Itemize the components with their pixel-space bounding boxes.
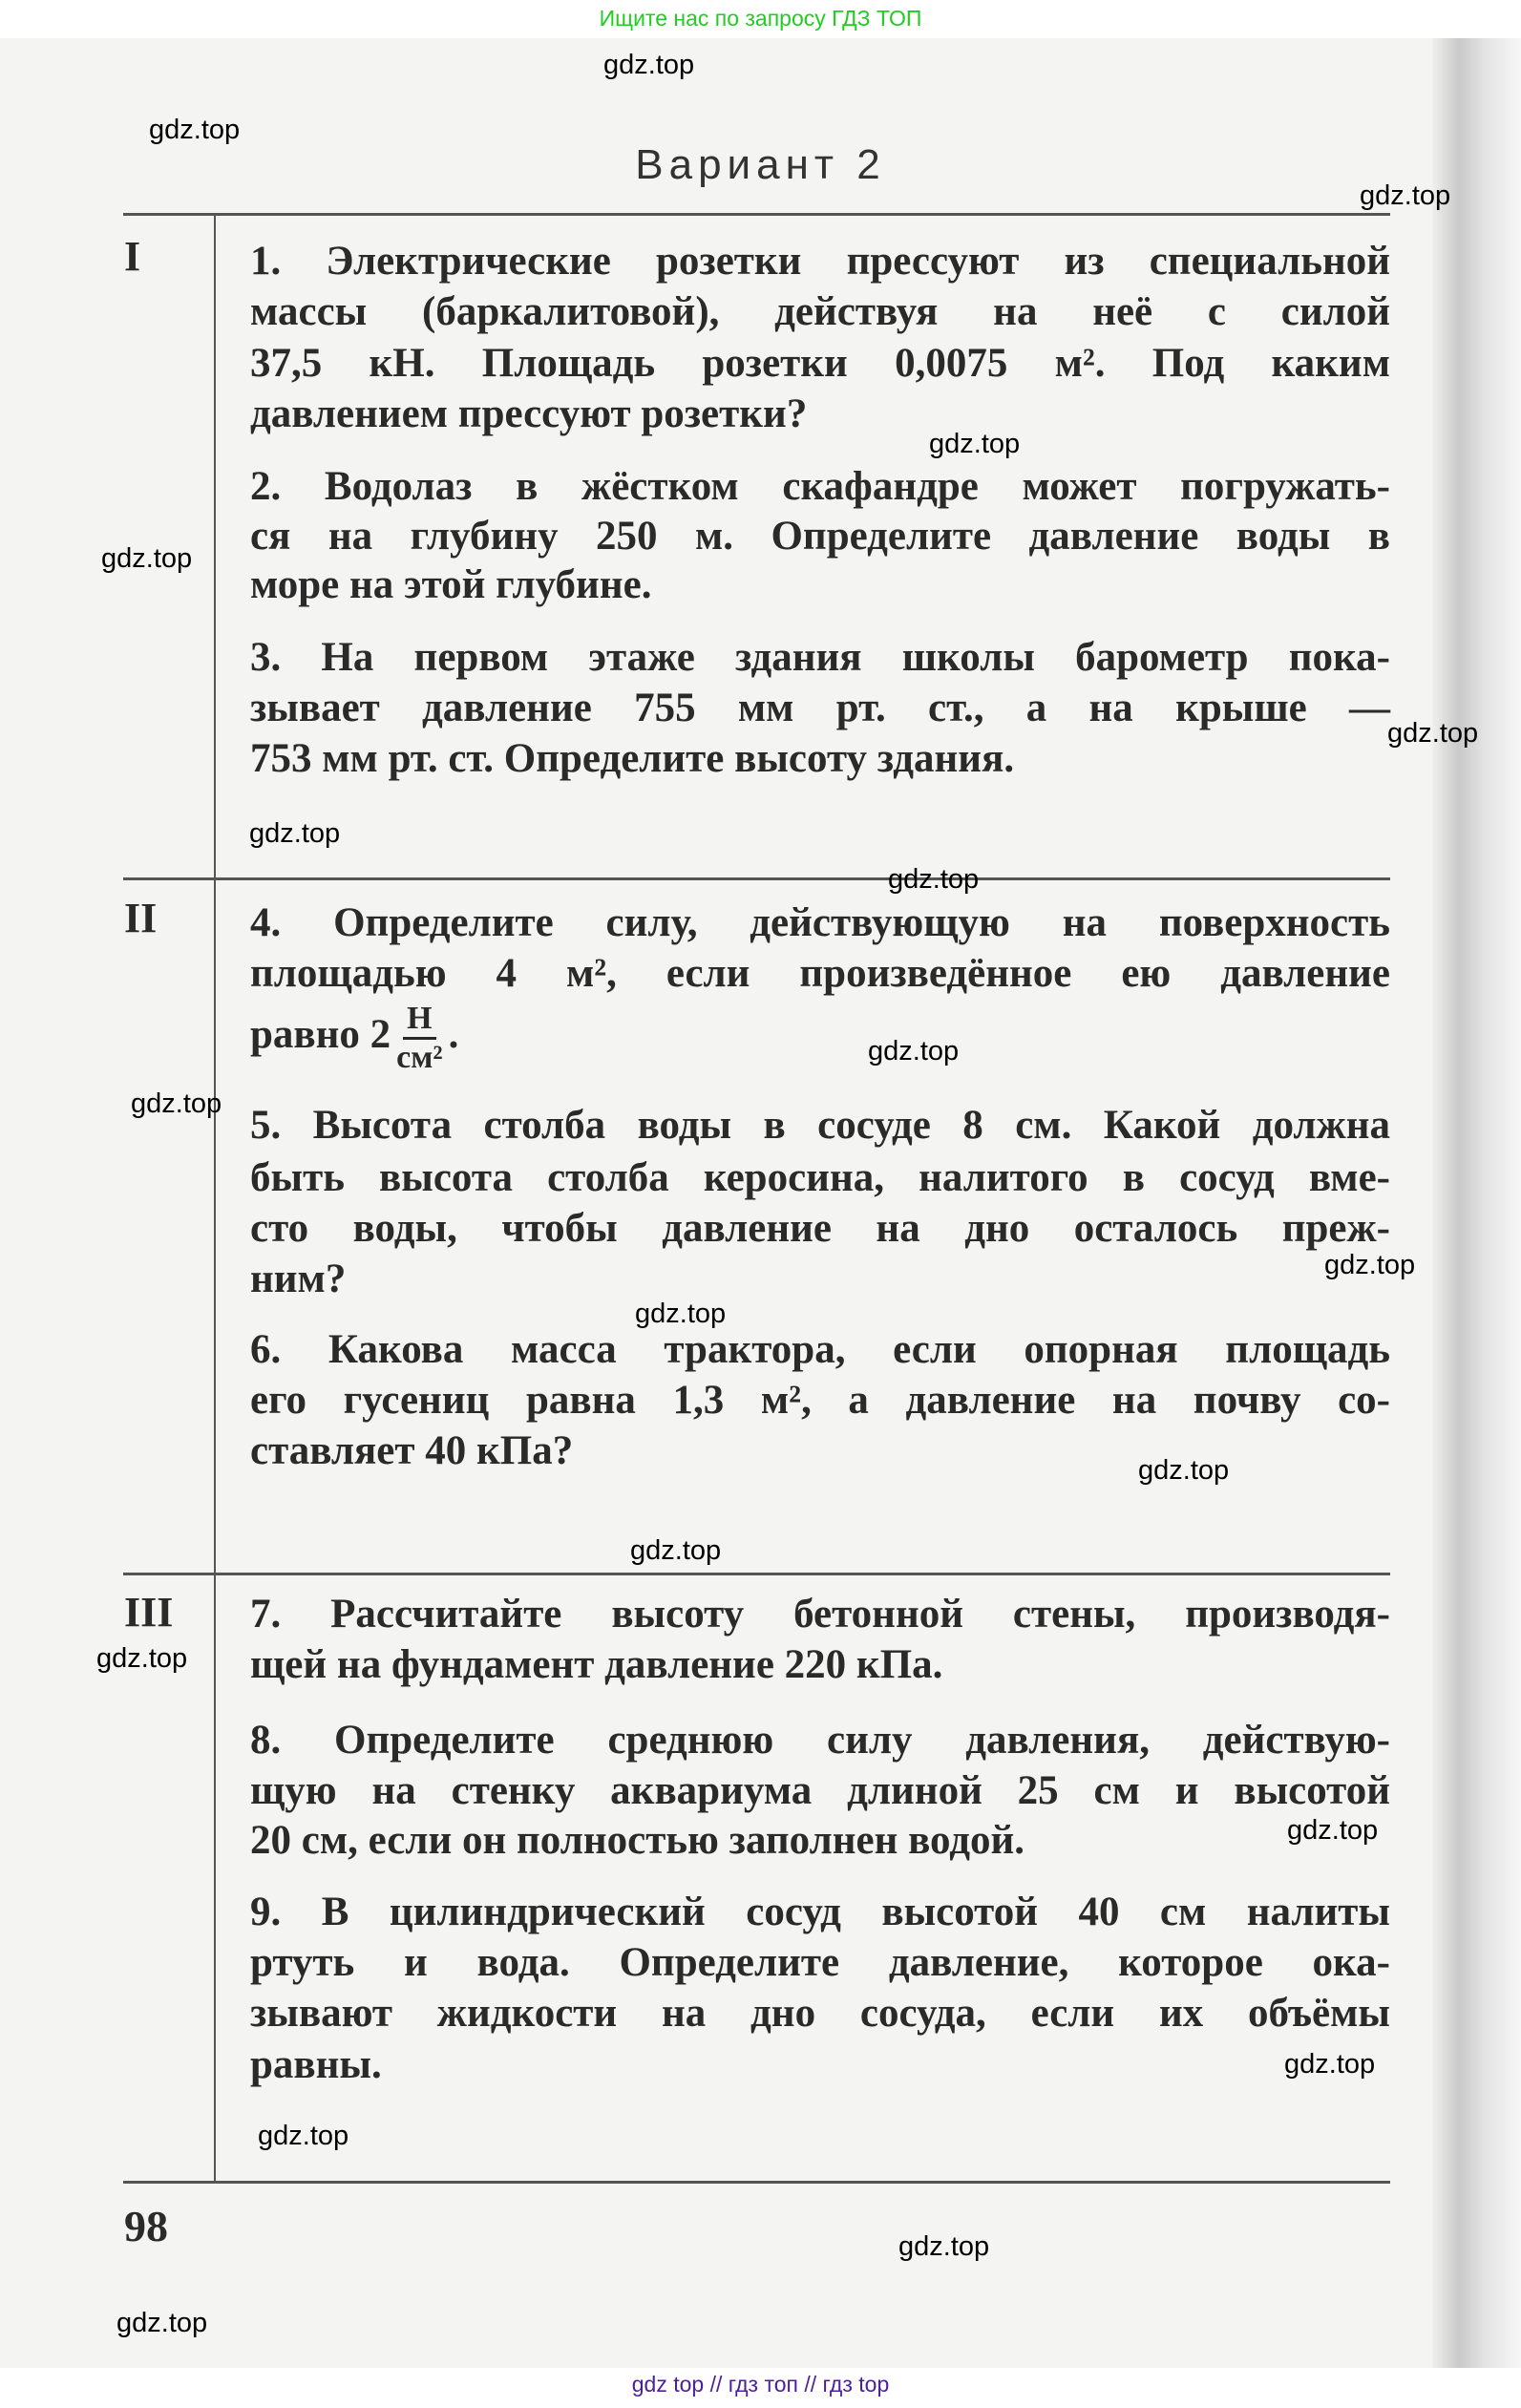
problem-line: ртуть и вода. Определите давление, которое ока- (250, 1940, 1390, 1985)
watermark: gdz.top (635, 1299, 727, 1329)
problem-line: 9. В цилиндрический сосуд высотой 40 см налиты (250, 1890, 1390, 1934)
table-top-rule (123, 213, 1390, 216)
problem-line: площадью 4 м², если произведённое ею давление (250, 951, 1390, 996)
problem-line: 6. Какова масса трактора, если опорная площадь (250, 1327, 1390, 1372)
problem-line: ся на глубину 250 м. Определите давление воды в (250, 514, 1390, 559)
problem-line: 37,5 кН. Площадь розетки 0,0075 м². Под каким (250, 341, 1390, 386)
problem-line: давлением прессуют розетки? (250, 391, 808, 436)
header-note: Ищите нас по запросу ГДЗ ТОП (599, 6, 922, 31)
problem-line-with-fraction (250, 995, 1390, 1075)
problem-line: 4. Определите силу, действующую на поверхность (250, 900, 1390, 945)
watermark: gdz.top (258, 2121, 349, 2151)
watermark: gdz.top (888, 864, 980, 895)
watermark: gdz.top (149, 115, 241, 145)
problem-line: 3. На первом этаже здания школы барометр пока- (250, 635, 1390, 680)
problem-line: зывают жидкости на дно сосуда, если их объёмы (250, 1991, 1390, 2036)
watermark: gdz.top (898, 2231, 990, 2262)
watermark: gdz.top (131, 1088, 222, 1119)
problem-line: 7. Рассчитайте высоту бетонной стены, производя- (250, 1592, 1390, 1637)
level-label: I (124, 233, 141, 280)
watermark: gdz.top (603, 50, 695, 80)
problem-line: 753 мм рт. ст. Определите высоту здания. (250, 736, 1015, 781)
level-label: II (124, 895, 158, 941)
watermark: gdz.top (116, 2308, 208, 2338)
problem-line: зывает давление 755 мм рт. ст., а на крыше — (250, 686, 1390, 730)
section-divider (123, 1573, 1390, 1575)
problem-text: . (448, 1012, 459, 1057)
watermark: gdz.top (1387, 718, 1479, 749)
problem-line: щую на стенку аквариума длиной 25 см и высотой (250, 1768, 1390, 1813)
problem-line: щей на фундамент давление 220 кПа. (250, 1642, 943, 1687)
watermark: gdz.top (1138, 1455, 1230, 1486)
footer-note: gdz top // гдз топ // гдз top (631, 2372, 890, 2397)
table-bottom-rule (123, 2181, 1390, 2184)
page-title: Вариант 2 (635, 141, 886, 188)
watermark: gdz.top (630, 1535, 722, 1566)
watermark: gdz.top (868, 1036, 960, 1067)
problem-line: 1. Электрические розетки прессуют из специальной (250, 239, 1390, 284)
watermark: gdz.top (929, 429, 1021, 459)
problem-line: его гусениц равна 1,3 м², а давление на почву со- (250, 1378, 1390, 1423)
table-column-divider (214, 214, 216, 2183)
problem-line: массы (баркалитовой), действуя на неё с силой (250, 289, 1390, 334)
problem-line: ним? (250, 1257, 347, 1301)
page-number: 98 (124, 2202, 168, 2250)
problem-line: 8. Определите среднюю силу давления, действую- (250, 1718, 1390, 1763)
problem-line: 20 см, если он полностью заполнен водой. (250, 1818, 1025, 1863)
page-spine-shadow (1432, 38, 1521, 2368)
problem-line: равны. (250, 2042, 382, 2087)
fraction (396, 1001, 442, 1076)
watermark: gdz.top (1284, 2049, 1376, 2080)
watermark: gdz.top (101, 543, 193, 574)
problem-line: сто воды, чтобы давление на дно осталось преж- (250, 1206, 1390, 1251)
problem-text: равно 2 (250, 1012, 391, 1057)
problem-line: 2. Водолаз в жёстком скафандре может погружать- (250, 464, 1390, 509)
watermark: gdz.top (249, 818, 341, 849)
problem-line: 5. Высота столба воды в сосуде 8 см. Какой должна (250, 1103, 1390, 1148)
problem-line: море на этой глубине. (250, 562, 652, 607)
watermark: gdz.top (96, 1643, 188, 1674)
watermark: gdz.top (1360, 180, 1451, 211)
fraction-numerator: Н (403, 1001, 435, 1040)
problem-line: ставляет 40 кПа? (250, 1428, 574, 1473)
watermark: gdz.top (1324, 1250, 1416, 1280)
fraction-denominator: см² (396, 1039, 443, 1075)
problem-line: быть высота столба керосина, налитого в сосуд вме- (250, 1155, 1390, 1200)
watermark: gdz.top (1287, 1815, 1379, 1846)
level-label: III (124, 1589, 174, 1636)
section-divider (123, 877, 1390, 880)
